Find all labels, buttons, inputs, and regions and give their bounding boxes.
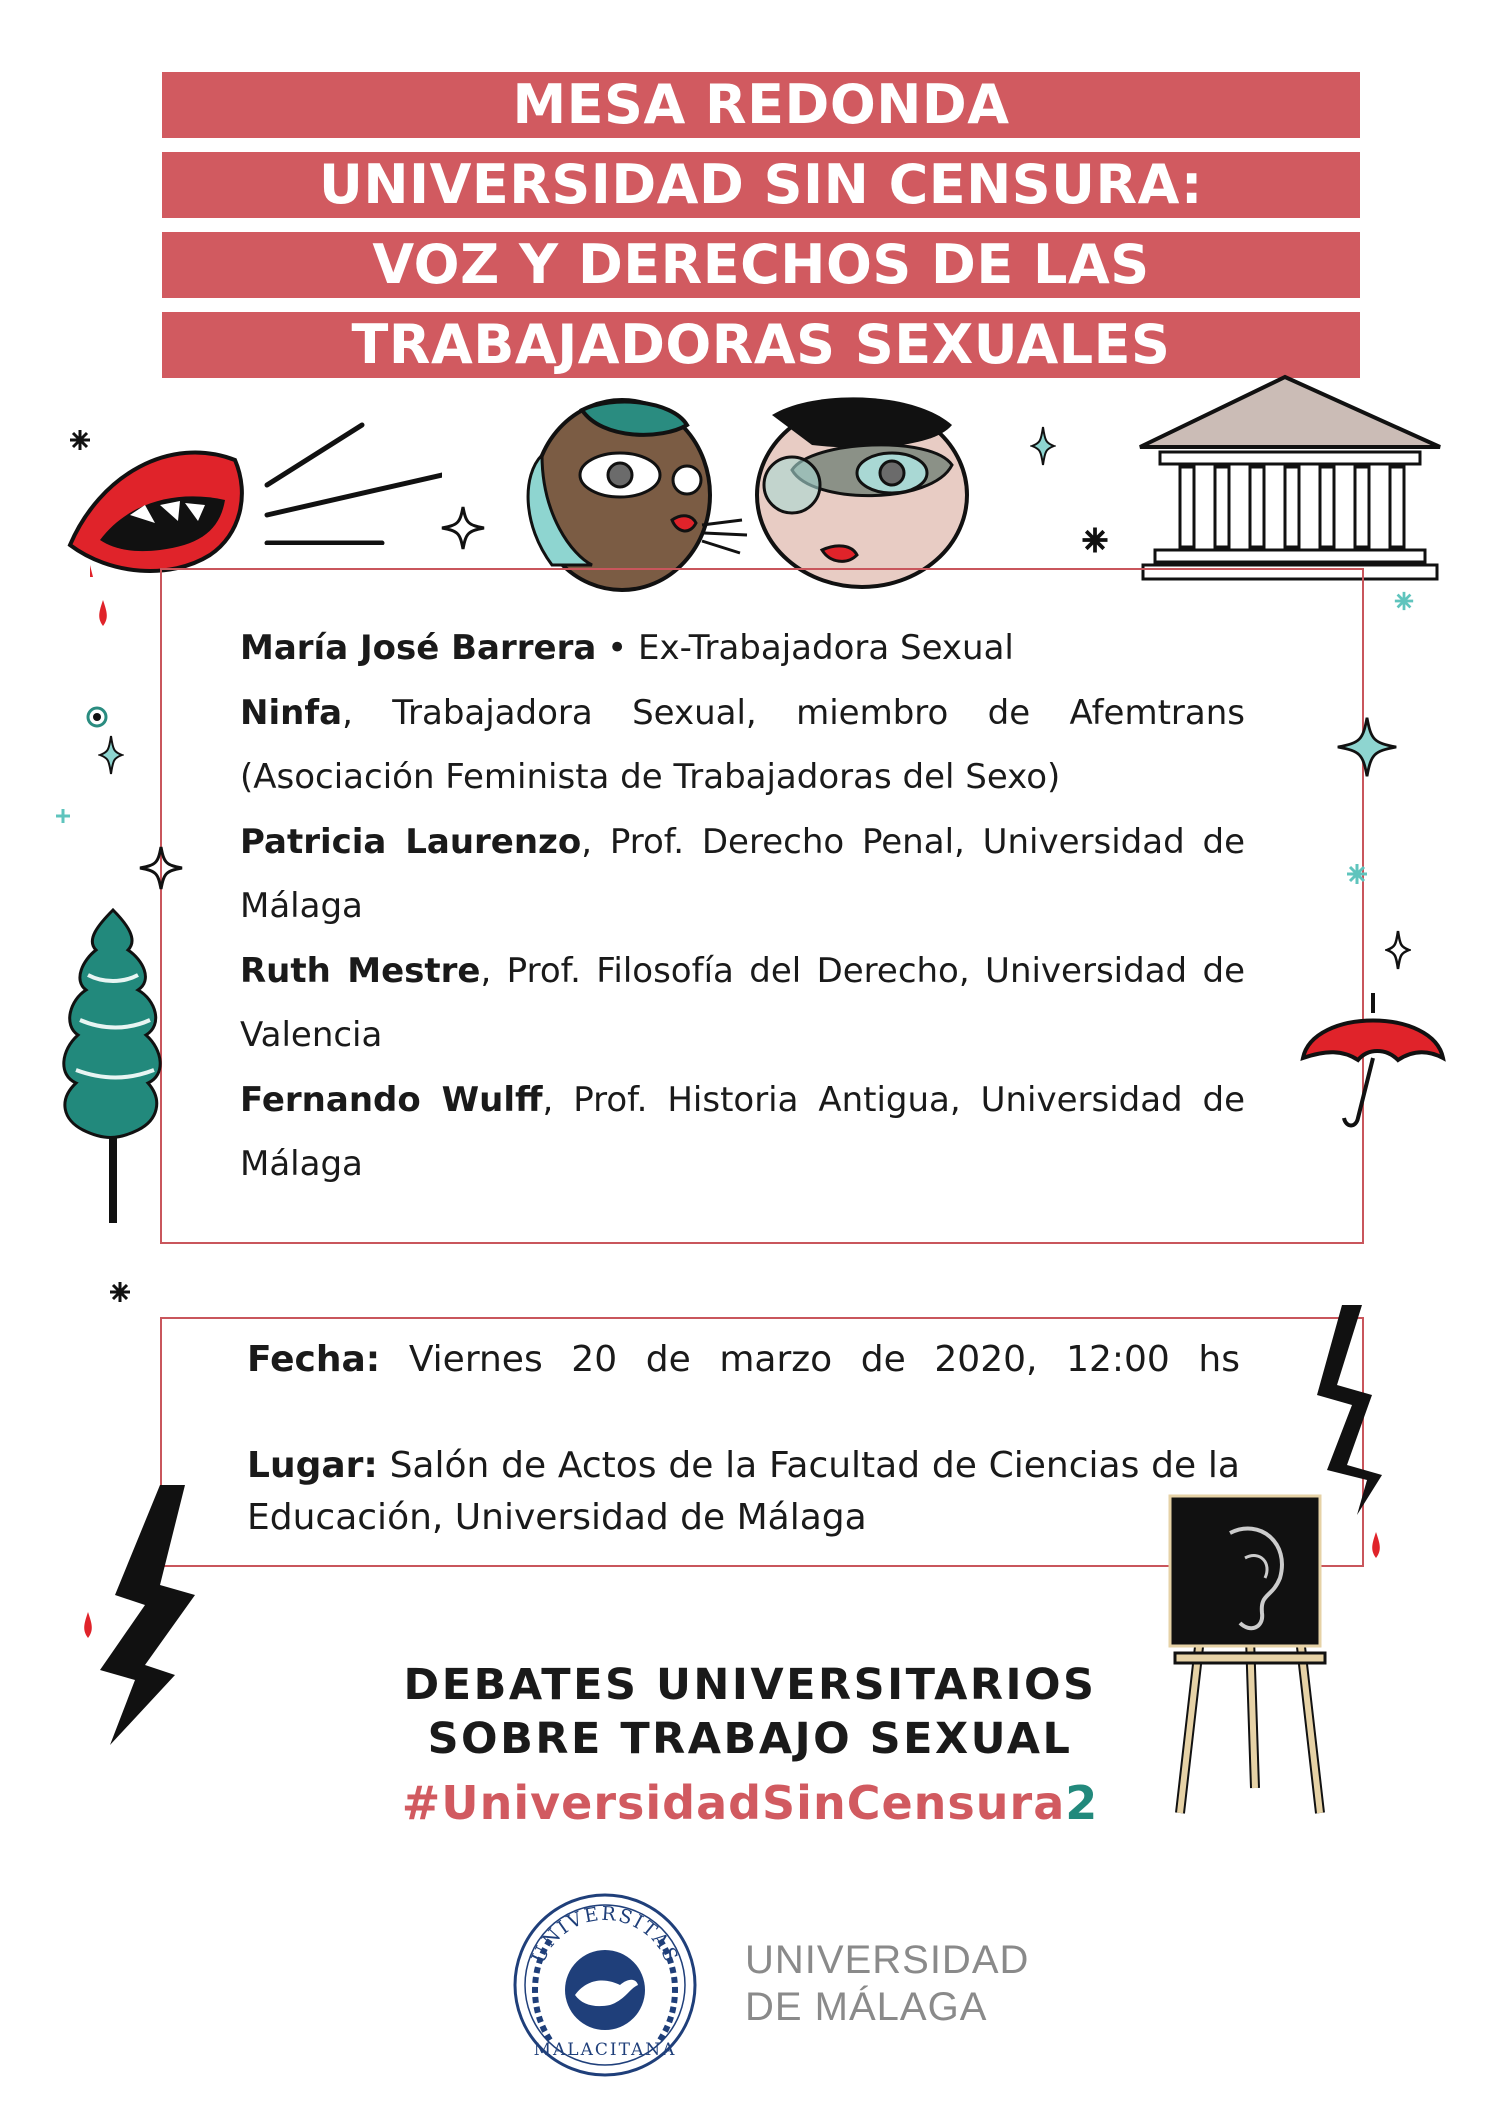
university-name-line-1: UNIVERSIDAD bbox=[745, 1938, 1030, 1982]
teal-sparkle-icon-2 bbox=[98, 733, 124, 777]
speaker-role: , Prof. Historia Antigua, Universidad de Málaga bbox=[240, 1079, 1246, 1184]
title-line-3: VOZ Y DERECHOS DE LAS bbox=[162, 232, 1360, 298]
university-name-line-2: DE MÁLAGA bbox=[745, 1985, 988, 2029]
drop-icon bbox=[95, 598, 111, 628]
speaker-item bbox=[240, 616, 1245, 681]
teal-star-icon bbox=[1335, 712, 1399, 782]
lightning-icon-2 bbox=[90, 1480, 200, 1750]
hashtag-number: 2 bbox=[1065, 1776, 1099, 1830]
teal-asterisk-icon-2 bbox=[1345, 862, 1369, 886]
umbrella-illustration bbox=[1298, 988, 1448, 1138]
footer-line-2: SOBRE TRABAJO SEXUAL bbox=[427, 1714, 1073, 1764]
title-line-4: TRABAJADORAS SEXUALES bbox=[162, 312, 1360, 378]
drop-icon-2 bbox=[1368, 1530, 1384, 1560]
speaker-role: • Ex-Trabajadora Sexual bbox=[596, 628, 1014, 668]
date-value: Viernes 20 de marzo de 2020, 12:00 hs bbox=[380, 1339, 1240, 1380]
easel-illustration bbox=[1160, 1488, 1340, 1818]
asterisk-icon-2 bbox=[1080, 525, 1110, 555]
speaker-name: María José Barrera bbox=[240, 628, 597, 668]
speaker-name: Patricia Laurenzo bbox=[240, 821, 582, 862]
speaker-item bbox=[240, 810, 1245, 939]
speaker-item bbox=[240, 681, 1245, 810]
sparkle-icon-3 bbox=[1385, 928, 1411, 972]
speaker-name: Ninfa bbox=[240, 692, 343, 733]
speakers-list bbox=[240, 616, 1245, 1197]
svg-text:MALACITANA: MALACITANA bbox=[533, 2040, 677, 2060]
teal-asterisk-icon bbox=[1393, 590, 1415, 612]
hashtag bbox=[300, 1776, 1200, 1830]
asterisk-icon-3 bbox=[108, 1280, 132, 1304]
speaker-role: , Prof. Filosofía del Derecho, Universidad de Valencia bbox=[240, 950, 1245, 1055]
hashtag-text: #UniversidadSinCensura bbox=[401, 1776, 1066, 1830]
title-line-2: UNIVERSIDAD SIN CENSURA: bbox=[162, 152, 1360, 218]
speaker-role: , Prof. Derecho Penal, Universidad de Málaga bbox=[240, 821, 1245, 926]
building-illustration bbox=[1135, 372, 1445, 587]
date-line bbox=[247, 1335, 1240, 1385]
footer-line-1: DEBATES UNIVERSITARIOS bbox=[403, 1660, 1097, 1710]
drop-icon-3 bbox=[80, 1610, 96, 1640]
tree-illustration bbox=[58, 905, 168, 1225]
svg-text:UNIVERSITAS: UNIVERSITAS bbox=[527, 1902, 683, 1967]
speech-lines bbox=[262, 415, 442, 545]
speaker-role: , Trabajadora Sexual, miembro de Afemtrans (Asociación Feminista de Trabajadoras del Sexo) bbox=[240, 692, 1245, 797]
speaker-name: Ruth Mestre bbox=[240, 950, 481, 991]
title-line-1: MESA REDONDA bbox=[162, 72, 1360, 138]
asterisk-icon bbox=[68, 428, 92, 452]
eye-dot-icon bbox=[85, 705, 109, 729]
sparkle-icon bbox=[440, 505, 486, 551]
lightning-icon bbox=[1312, 1300, 1402, 1520]
speaker-name: Fernando Wulff bbox=[240, 1079, 543, 1120]
speaker-item bbox=[240, 939, 1245, 1068]
date-label: Fecha: bbox=[247, 1339, 381, 1380]
place-value: Salón de Actos de la Facultad de Ciencias de la Educación, Universidad de Málaga bbox=[247, 1445, 1240, 1538]
plus-icon bbox=[55, 808, 71, 824]
place-line bbox=[247, 1440, 1240, 1544]
speaker-item bbox=[240, 1068, 1245, 1197]
faces-illustration bbox=[512, 395, 1012, 595]
sparkle-icon-2 bbox=[138, 843, 184, 893]
university-seal-logo bbox=[510, 1890, 700, 2080]
place-label: Lugar: bbox=[247, 1445, 378, 1486]
teal-sparkle-icon bbox=[1030, 425, 1056, 467]
